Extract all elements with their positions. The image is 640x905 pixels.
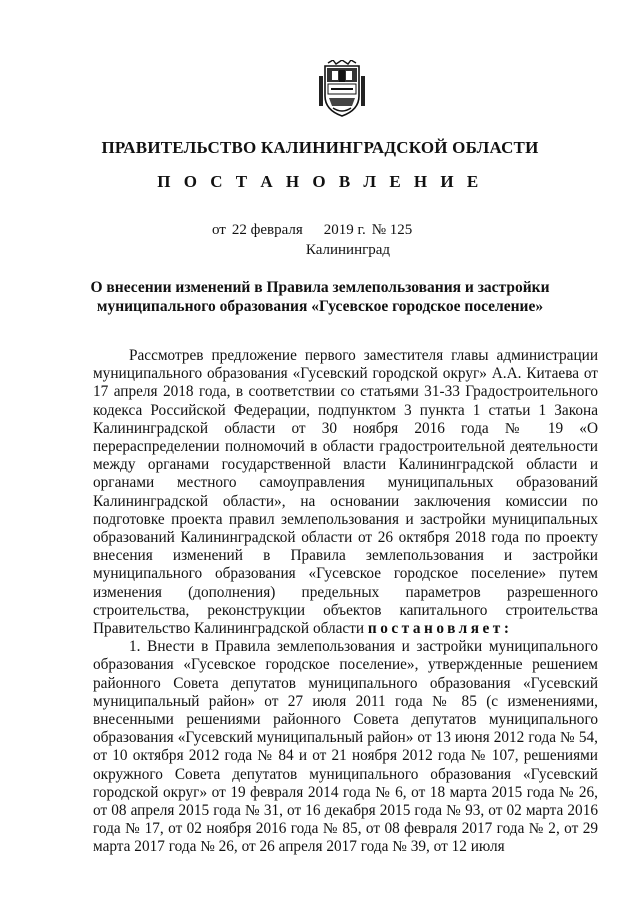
document-body: [93, 347, 598, 857]
document-type: П О С Т А Н О В Л Е Н И Е: [157, 172, 483, 191]
document-date-number: [212, 222, 418, 239]
date-day-month: 22 февраля: [231, 222, 303, 238]
title-line-1: О внесении изменений в Правила землепользования и застройки: [90, 279, 550, 296]
preamble-text: Рассмотрев предложение первого заместителя главы администрации муниципального образования «Гусевский городской округ» А.А. Китаева от 17 апреля 2018 года, в соответствии со статьями 31-33 Градостроительного кодекса Российской Федерации, подпунктом 3 пункта 1 статьи 1 Закона Калининградской области от 30 ноября 2016 года № 19 «О перераспределении полномочий в области градостроительной деятельности между органами государственной власти Калининградской области и органами местного самоуправления муниципальных образований Калининградской области», на основании заключения комиссии по подготовке проекта правил землепользования и застройки муниципальных образований Калининградской области от 26 октября 2018 года по проекту внесения изменений в Правила землепользования и застройки муниципального образования «Гусевское городское поселение» путем изменения (дополнения) предельных параметров разрешенного строительства, реконструкции объектов капитального строительства Правительство Калининградской области: [93, 347, 598, 638]
kaliningrad-coat-of-arms-icon: [319, 60, 365, 118]
city: Калининград: [305, 242, 391, 258]
date-prefix: от: [212, 222, 226, 238]
title-line-2: муниципального образования «Гусевское городское поселение»: [96, 298, 544, 315]
paragraph-item-1: 1. Внести в Правила землепользования и застройки муниципального образования «Гусевское городское поселение», утвержденные решением районного Совета депутатов муниципального образования «Гусевский муниципальный район» от 27 июля 2011 года № 85 (с изменениями, внесенными решениями районного Совета депутатов муниципального образования «Гусевский муниципальный район» от 13 июня 2012 года № 54, от 10 октября 2012 года № 84 и от 21 ноября 2012 года № 107, решениями окружного Совета депутатов муниципального образования «Гусевский городской округ» от 19 февраля 2014 года № 6, от 18 марта 2015 года № 26, от 08 апреля 2015 года № 31, от 16 декабря 2015 года № 93, от 02 марта 2016 года № 17, от 02 ноября 2016 года № 85, от 08 февраля 2017 года № 2, от 29 марта 2017 года № 26, от 26 апреля 2017 года № 39, от 12 июля: [93, 638, 598, 856]
document-number: № 125: [371, 222, 413, 238]
government-name: ПРАВИТЕЛЬСТВО КАЛИНИНГРАДСКОЙ ОБЛАСТИ: [101, 138, 539, 157]
date-year: 2019 г.: [323, 222, 366, 238]
document-title: [80, 278, 560, 316]
paragraph-preamble: [93, 347, 598, 638]
decree-word: постановляет:: [367, 620, 513, 638]
